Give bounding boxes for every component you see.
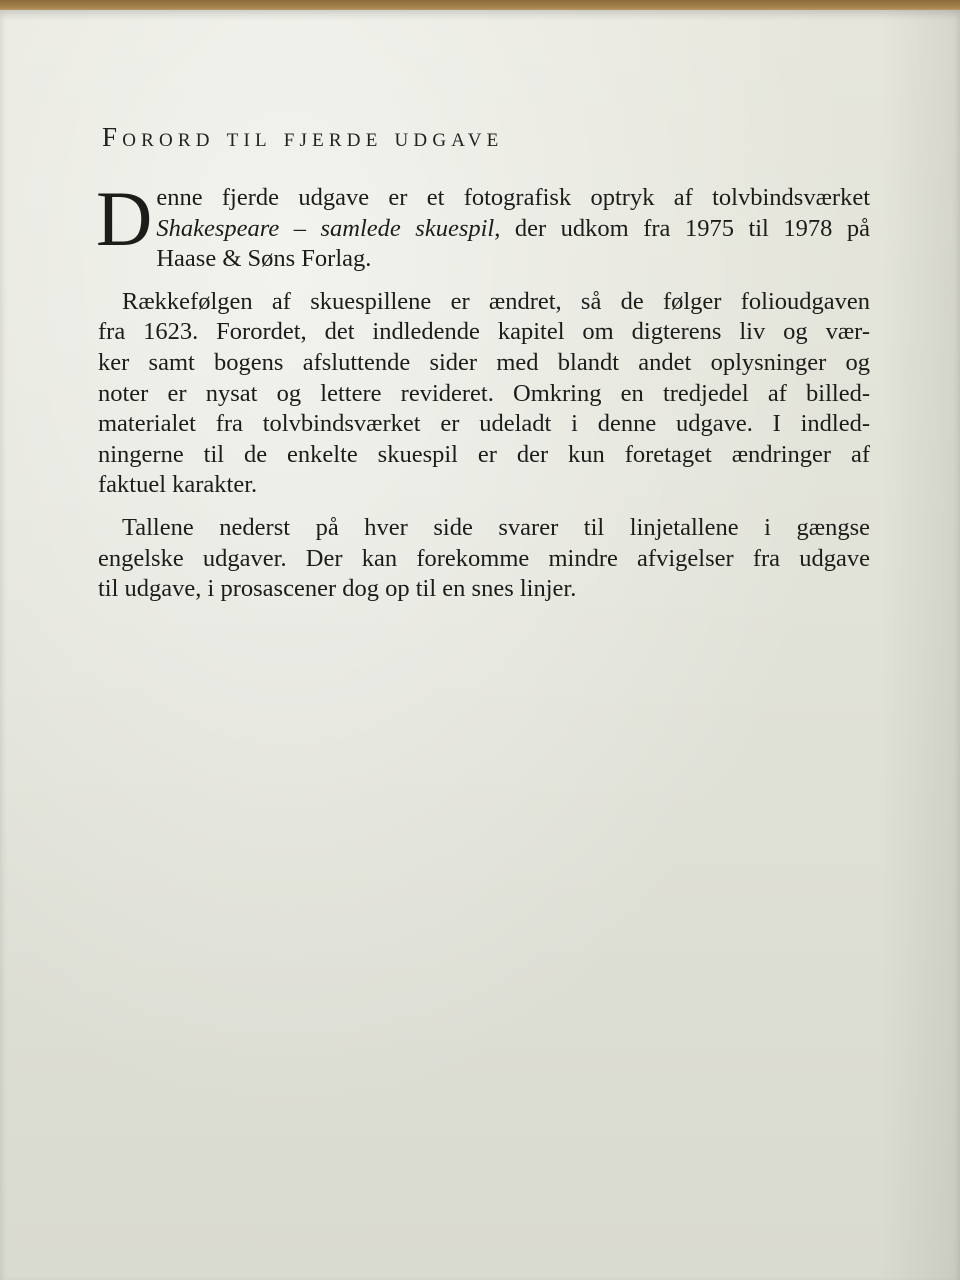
text-line [98,317,870,348]
text-line [98,287,870,318]
page-title: Forord til fjerde udgave [102,122,504,152]
drop-cap: D [96,175,153,262]
text-line [98,513,870,544]
text-run: til udgave, i prosascener dog op til en snes linjer. [98,575,577,603]
text-line [98,470,870,501]
paragraph [98,513,870,605]
paragraph [98,287,870,501]
foreword-body [96,175,871,605]
text-run: Haase & Søns Forlag. [156,245,372,273]
text-run: Tallene nederst på hver side svarer til linjetallene i gængse [122,513,870,541]
text-line [98,379,870,410]
text-line [98,440,870,471]
text-line [98,183,870,214]
text-line [98,348,870,379]
paragraph [96,175,871,275]
text-run: , der udkom fra 1975 til 1978 på [494,214,871,242]
text-line [98,574,870,605]
text-line [98,244,870,275]
text-run: ningerne til de enkelte skuespil er der kun foretaget ændringer af [98,440,870,468]
text-run: ker samt bogens afsluttende sider med blandt andet oplysninger og [98,348,870,376]
text-line [98,409,870,440]
text-line [98,214,870,245]
text-block [98,122,870,617]
text-run: faktuel karakter. [98,471,258,499]
page-shadow [880,10,960,1280]
book-title-italic: Shakespeare – samlede skuespil [156,214,495,242]
book-page [0,10,960,1280]
text-run: engelske udgaver. Der kan forekomme mindre afvigelser fra udgave [98,544,870,572]
text-run: Rækkefølgen af skuespillene er ændret, så de følger folioudgaven [122,287,870,315]
text-run: noter er nysat og lettere revideret. Omkring en tredjedel af billed- [98,379,870,407]
text-line [98,544,870,575]
text-run: materialet fra tolvbindsværket er udeladt i denne udgave. I indled- [98,410,870,438]
text-run: fra 1623. Forordet, det indledende kapitel om digterens liv og vær- [98,318,870,346]
text-run: enne fjerde udgave er et fotografisk optryk af tolvbindsværket [156,184,870,211]
